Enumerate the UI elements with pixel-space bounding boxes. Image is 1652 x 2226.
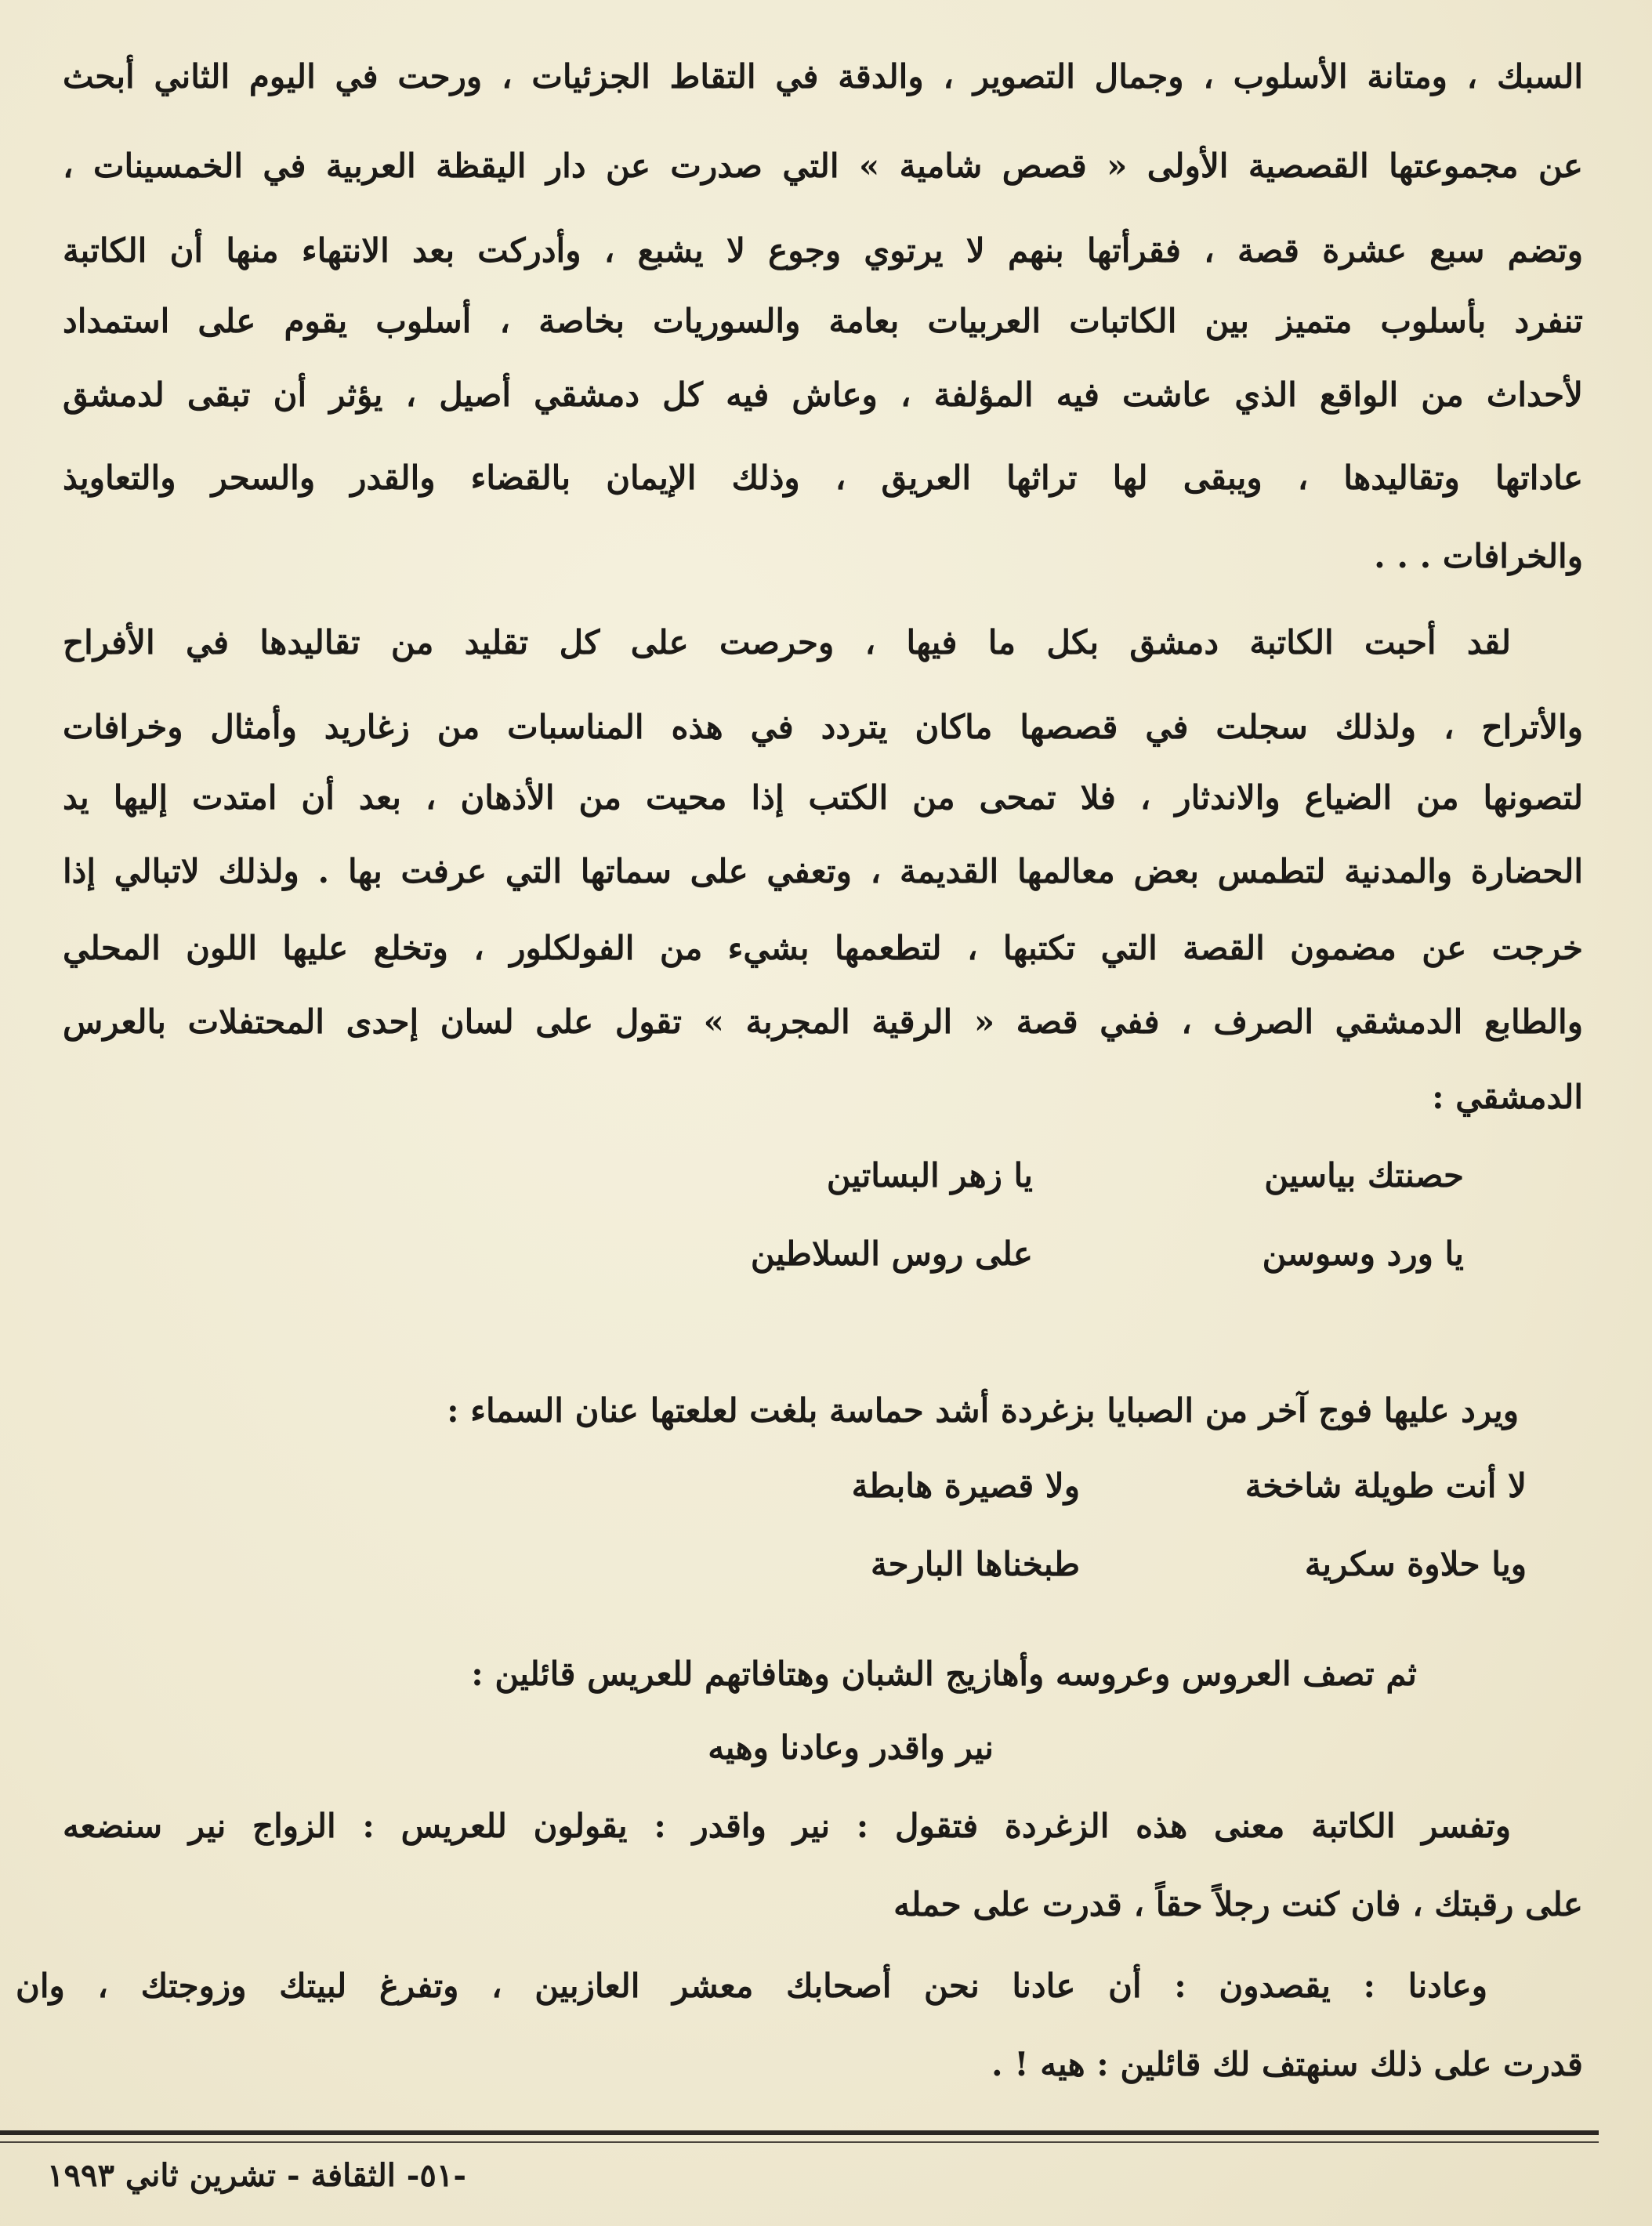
paragraph-1-line-4: تنفرد بأسلوب متميز بين الكاتبات العربيات بعامة والسوريات بخاصة ، أسلوب يقوم على استمداد (63, 302, 1583, 340)
verse-2-line-1-left: ولا قصيرة هابطة (851, 1466, 1080, 1505)
verse-1-line-2-left: على روس السلاطين (750, 1234, 1033, 1273)
paragraph-2-line-2: والأتراح ، ولذلك سجلت في قصصها ماكان يتردد في هذه المناسبات من زغاريد وأمثال وخرافات (63, 708, 1583, 746)
verse-2-line-1-right: لا أنت طويلة شاخخة (1244, 1466, 1527, 1505)
page-footer: -٥١- الثقافة - تشرين ثاني ١٩٩٣ (47, 2157, 466, 2194)
paragraph-2-line-3: لتصونها من الضياع والاندثار ، فلا تمحى من الكتب إذا محيت من الأذهان ، بعد أن امتدت إليها يد (63, 778, 1583, 817)
chant-line: نير واقدر وعادنا وهيه (708, 1728, 994, 1767)
verse-1-line-1-left: يا زهر البساتين (826, 1156, 1033, 1195)
paragraph-4: ثم تصف العروس وعروسه وأهازيج الشبان وهتافاتهم للعريس قائلين : (471, 1655, 1417, 1693)
paragraph-6-line-2: قدرت على ذلك سنهتف لك قائلين : هيه ! . (991, 2045, 1583, 2083)
verse-2-line-2-left: طبخناها البارحة (871, 1545, 1080, 1583)
paragraph-1-line-5: لأحداث من الواقع الذي عاشت فيه المؤلفة ، وعاش فيه كل دمشقي أصيل ، يؤثر أن تبقى لدمشق (63, 375, 1583, 414)
paragraph-2-line-6: والطابع الدمشقي الصرف ، ففي قصة « الرقية المجربة » تقول على لسان إحدى المحتفلات بالعرس (63, 1002, 1583, 1041)
paragraph-1-line-2: عن مجموعتها القصصية الأولى « قصص شامية » التي صدرت عن دار اليقظة العربية في الخمسينات ، (63, 147, 1583, 185)
footer-rule (0, 2130, 1599, 2135)
paragraph-6-line-1: وعادنا : يقصدون : أن عادنا نحن أصحابك معشر العازبين ، وتفرغ لبيتك وزوجتك ، وان (16, 1967, 1487, 2005)
footer-rule-thin (0, 2141, 1599, 2143)
paragraph-2-line-4: الحضارة والمدنية لتطمس بعض معالمها القديمة ، وتعفي على سماتها التي عرفت بها . ولذلك لاتبالي إذا (63, 852, 1583, 890)
paragraph-2-line-1: لقد أحبت الكاتبة دمشق بكل ما فيها ، وحرصت على كل تقليد من تقاليدها في الأفراح (63, 623, 1511, 662)
verse-1-line-2-right: يا ورد وسوسن (1262, 1234, 1464, 1273)
paragraph-5-line-1: وتفسر الكاتبة معنى هذه الزغردة فتقول : نير واقدر : يقولون للعريس : الزواج نير سنضعه (63, 1807, 1511, 1845)
paragraph-3: ويرد عليها فوج آخر من الصبايا بزغردة أشد حماسة بلغت لعلعتها عنان السماء : (447, 1391, 1519, 1430)
verse-1-line-1-right: حصنتك بياسين (1264, 1156, 1464, 1195)
paragraph-1-line-3: وتضم سبع عشرة قصة ، فقرأتها بنهم لا يرتوي وجوع لا يشبع ، وأدركت بعد الانتهاء منها أن الكاتبة (63, 231, 1583, 270)
paragraph-5-line-2: على رقبتك ، فان كنت رجلاً حقاً ، قدرت على حمله (893, 1885, 1583, 1923)
paragraph-2-line-7: الدمشقي : (1432, 1078, 1583, 1116)
paragraph-2-line-5: خرجت عن مضمون القصة التي تكتبها ، لتطعمها بشيء من الفولكلور ، وتخلع عليها اللون المحلي (63, 929, 1583, 967)
verse-2-line-2-right: ويا حلاوة سكرية (1304, 1545, 1527, 1583)
paragraph-1-line-6: عاداتها وتقاليدها ، ويبقى لها تراثها العريق ، وذلك الإيمان بالقضاء والقدر والسحر والتعاويذ (63, 459, 1583, 497)
paragraph-1-line-1: السبك ، ومتانة الأسلوب ، وجمال التصوير ، والدقة في التقاط الجزئيات ، ورحت في اليوم الثاني أبحث (63, 57, 1583, 96)
paragraph-1-line-7: والخرافات . . . (1374, 537, 1583, 575)
